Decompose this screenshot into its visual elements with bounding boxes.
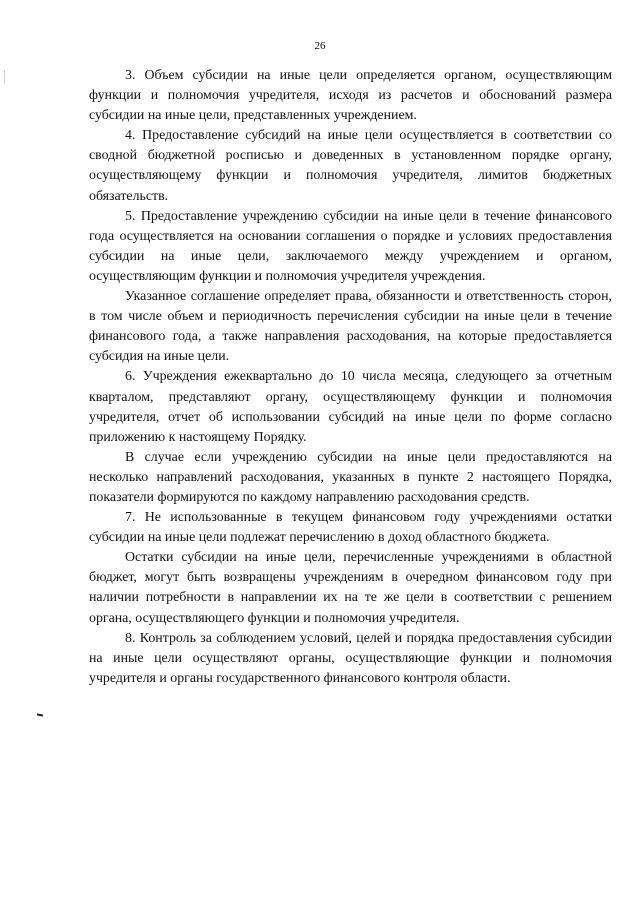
paragraph-7-return: Остатки субсидии на иные цели, перечисленные учреждениями в областной бюджет, могут быть возвращены учреждениям в очередном финансовом году при наличии потребности в направлении их на те же цели в соответствии с решением органа, осуществляющего функции и полномочия учредителя. <box>89 550 612 626</box>
paragraph-4: 4. Предоставление субсидий на иные цели осуществляется в соответствии со сводной бюджетной росписью и доведенных в установленном порядке органу, осуществляющему функции и полномочия учредителя, лимитов бюджетных обязательств. <box>89 128 612 204</box>
scan-artifact-mark <box>37 713 43 716</box>
paragraph-3: 3. Объем субсидии на иные цели определяется органом, осуществляющим функции и полномочия учредителя, исходя из расчетов и обоснований размера субсидии на иные цели, представленных учреждением. <box>89 68 612 124</box>
scan-edge-mark <box>4 70 5 84</box>
paragraph-5-agreement: Указанное соглашение определяет права, обязанности и ответственность сторон, в том числе объем и периодичность перечисления субсидии на иные цели в течение финансового года, а также направления расходования, на которые предоставляется субсидия на иные цели. <box>89 289 612 365</box>
paragraph-7: 7. Не использованные в текущем финансовом году учреждениями остатки субсидии на иные цели подлежат перечислению в доход областного бюджета. <box>89 510 612 546</box>
document-body <box>89 66 612 689</box>
paragraph-8: 8. Контроль за соблюдением условий, целей и порядка предоставления субсидии на иные цели осуществляют органы, осуществляющие функции и полномочия учредителя и органы государственного финансового контроля области. <box>89 630 612 686</box>
page-number: 26 <box>314 40 326 52</box>
paragraph-6: 6. Учреждения ежеквартально до 10 числа месяца, следующего за отчетным кварталом, представляют органу, осуществляющему функции и полномочия учредителя, отчет об использовании субсидий на иные цели по форме согласно приложению к настоящему Порядку. <box>89 369 612 445</box>
paragraph-6-directions: В случае если учреждению субсидии на иные цели предоставляются на несколько направлений расходования, указанных в пункте 2 настоящего Порядка, показатели формируются по каждому направлению расходования средств. <box>89 449 612 505</box>
paragraph-5: 5. Предоставление учреждению субсидии на иные цели в течение финансового года осуществляется на основании соглашения о порядке и условиях предоставления субсидии на иные цели, заключаемого между учреждением и органом, осуществляющим функции и полномочия учредителя учреждения. <box>89 208 612 284</box>
